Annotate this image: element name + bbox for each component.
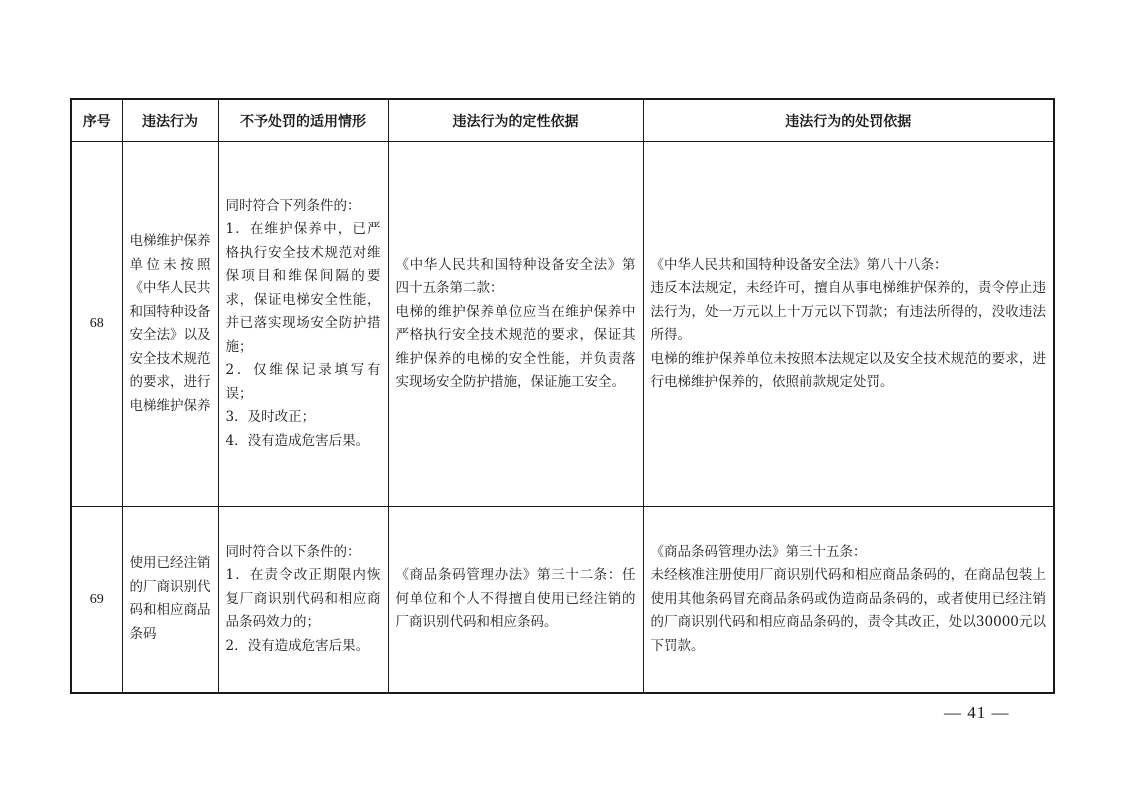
header-violation: 违法行为 (122, 99, 218, 142)
page-number: — 41 — (944, 703, 1010, 722)
exemption-line: 4．没有造成危害后果。 (225, 432, 370, 449)
basis-line: 《中华人民共和国特种设备安全法》第四十五条第二款： (395, 256, 636, 296)
penalty-cell (643, 507, 1054, 693)
violation-cell (122, 507, 218, 693)
header-number: 序号 (71, 99, 122, 142)
basis-line: 《商品条码管理办法》第三十二条：任何单位和个人不得擅自使用已经注销的厂商识别代码和相应条码。 (395, 567, 636, 630)
table-row (71, 142, 1054, 507)
exemption-line: 3．及时改正； (225, 409, 316, 426)
exemption-line: 2．仅维保记录填写有误； (225, 362, 381, 402)
exemption-cell (218, 142, 388, 507)
table-header-row (71, 99, 1054, 142)
header-basis: 违法行为的定性依据 (388, 99, 643, 142)
penalty-line: 未经核准注册使用厂商识别代码和相应商品条码的，在商品包装上使用其他条码冒充商品条码或伪造商品条码的，或者使用已经注销的厂商识别代码和相应商品条码的，责令其改正，处以30000元以下罚款。 (650, 567, 1046, 654)
exemption-line: 同时符合下列条件的： (225, 197, 361, 214)
row-number: 69 (71, 507, 122, 693)
exemption-line: 2．没有造成危害后果。 (225, 637, 370, 654)
regulation-table (70, 98, 1055, 694)
basis-cell (388, 142, 643, 507)
penalty-line: 电梯的维护保养单位未按照本法规定以及安全技术规范的要求，进行电梯维护保养的，依照前款规定处罚。 (650, 350, 1046, 390)
row-number: 68 (71, 142, 122, 507)
basis-line: 电梯的维护保养单位应当在维护保养中严格执行安全技术规范的要求，保证其维护保养的电梯的安全性能，并负责落实现场安全防护措施，保证施工安全。 (395, 303, 636, 390)
exemption-line: 1．在维护保养中，已严格执行安全技术规范对维保项目和维保间隔的要求，保证电梯安全性能，并已落实现场安全防护措施； (225, 221, 381, 355)
penalty-cell (643, 142, 1054, 507)
violation-cell (122, 142, 218, 507)
table-row (71, 507, 1054, 693)
exemption-cell (218, 507, 388, 693)
header-exemption: 不予处罚的适用情形 (218, 99, 388, 142)
violation-text: 使用已经注销的厂商识别代码和相应商品条码 (129, 555, 211, 642)
basis-cell (388, 507, 643, 693)
violation-text: 电梯维护保养单位未按照《中华人民共和国特种设备安全法》以及安全技术规范的要求，进行电梯维护保养 (129, 233, 211, 414)
header-penalty: 违法行为的处罚依据 (643, 99, 1054, 142)
penalty-line: 《商品条码管理办法》第三十五条： (650, 543, 867, 560)
exemption-line: 1．在责令改正期限内恢复厂商识别代码和相应商品条码效力的； (225, 567, 381, 630)
penalty-line: 违反本法规定，未经许可，擅自从事电梯维护保养的，责令停止违法行为，处一万元以上十万元以下罚款；有违法所得的，没收违法所得。 (650, 280, 1046, 343)
exemption-line: 同时符合以下条件的： (225, 543, 361, 560)
penalty-line: 《中华人民共和国特种设备安全法》第八十八条： (650, 256, 948, 273)
